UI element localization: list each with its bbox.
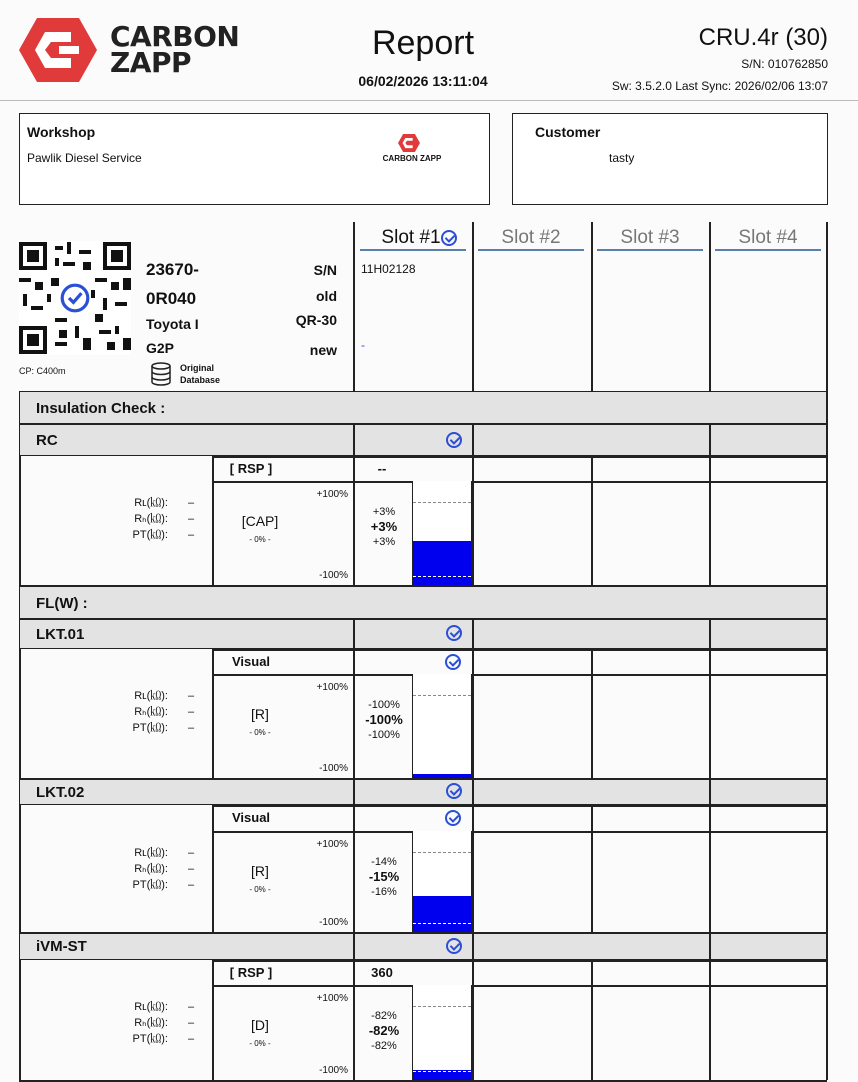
grid-line bbox=[472, 778, 474, 805]
check-icon bbox=[445, 654, 461, 670]
scale-plus: +100% bbox=[316, 993, 348, 1004]
grid-line bbox=[709, 932, 711, 960]
device-serial: S/N: 010762850 bbox=[741, 57, 828, 71]
grid-line bbox=[472, 424, 474, 456]
part-number-line2: 0R040 bbox=[146, 289, 197, 308]
customer-title: Customer bbox=[535, 124, 601, 140]
check-icon bbox=[446, 938, 462, 954]
part-generation: G2P bbox=[146, 340, 175, 356]
part-number-line1: 23670- bbox=[146, 260, 199, 279]
gauge-max-line bbox=[413, 695, 471, 696]
grid-line bbox=[19, 585, 827, 587]
rh-label: Rₕ(㏀): bbox=[134, 1017, 168, 1029]
scale-plus: +100% bbox=[316, 682, 348, 693]
pct-1: +3% bbox=[372, 506, 396, 518]
sub-header-value: -- bbox=[377, 461, 387, 476]
grid-line bbox=[212, 456, 827, 458]
pct-3: -16% bbox=[371, 886, 397, 898]
new-label: new bbox=[309, 342, 337, 358]
rl-label: Rʟ(㏀): bbox=[134, 1001, 168, 1013]
scale-minus: -100% bbox=[319, 917, 348, 928]
fl-label: FL(W) : bbox=[36, 595, 88, 612]
workshop-title: Workshop bbox=[27, 124, 96, 140]
pct-1: -100% bbox=[368, 699, 400, 711]
scale-plus: +100% bbox=[316, 839, 348, 850]
rh-label: Rₕ(㏀): bbox=[134, 513, 168, 525]
grid-line bbox=[212, 831, 827, 833]
gauge-bar bbox=[412, 481, 472, 585]
pct-1: -82% bbox=[371, 1010, 397, 1022]
zero-label: - 0% - bbox=[249, 535, 271, 544]
grid-line bbox=[353, 932, 355, 960]
grid-line bbox=[19, 1080, 827, 1082]
pt-label: PT(㏀): bbox=[132, 1033, 168, 1045]
workshop-name: Pawlik Diesel Service bbox=[27, 151, 142, 165]
customer-name: tasty bbox=[609, 151, 635, 165]
grid-line bbox=[19, 778, 827, 780]
brand-name-line1: CARBON bbox=[110, 20, 240, 53]
pct-2: -100% bbox=[365, 712, 403, 727]
rh-label: Rₕ(㏀): bbox=[134, 706, 168, 718]
check-icon bbox=[446, 625, 462, 641]
grid-line bbox=[19, 805, 21, 932]
gauge-fill bbox=[413, 896, 471, 932]
pt-label: PT(㏀): bbox=[132, 879, 168, 891]
rh-value: – bbox=[188, 513, 195, 525]
zero-label: - 0% - bbox=[249, 885, 271, 894]
pt-value: – bbox=[188, 879, 195, 891]
pct-3: +3% bbox=[372, 536, 396, 548]
lkt01-band bbox=[19, 619, 827, 649]
check-icon bbox=[441, 230, 457, 246]
pct-1: -14% bbox=[371, 856, 397, 868]
mode-label: [CAP] bbox=[241, 513, 279, 529]
workshop-logo-text: CARBON ZAPP bbox=[382, 154, 442, 163]
software-version: Sw: 3.5.2.0 Last Sync: 2026/02/06 13:07 bbox=[611, 79, 828, 93]
report-title: Report bbox=[371, 24, 475, 62]
device-model: CRU.4r (30) bbox=[698, 24, 828, 51]
qr-code-icon bbox=[19, 241, 131, 355]
rl-label: Rʟ(㏀): bbox=[134, 497, 168, 509]
rl-value: – bbox=[188, 1001, 195, 1013]
database-icon bbox=[150, 362, 172, 386]
grid-line bbox=[212, 674, 827, 676]
pct-2: -15% bbox=[368, 869, 400, 884]
fl-band bbox=[19, 585, 827, 619]
pct-3: -100% bbox=[368, 729, 400, 741]
ivm-band bbox=[19, 932, 827, 960]
pt-label: PT(㏀): bbox=[132, 529, 168, 541]
customer-box bbox=[512, 113, 828, 205]
grid-line bbox=[19, 649, 21, 778]
part-make: Toyota I bbox=[146, 316, 199, 332]
database-label-line1: Original bbox=[180, 363, 215, 373]
check-icon bbox=[446, 783, 462, 799]
grid-line bbox=[212, 805, 827, 807]
lkt02-band bbox=[19, 778, 827, 805]
gauge-min-line bbox=[413, 1071, 471, 1072]
gauge-min-line bbox=[413, 923, 471, 924]
pt-label: PT(㏀): bbox=[132, 722, 168, 734]
slot-underline bbox=[715, 249, 821, 251]
carbon-zapp-logo-icon bbox=[19, 18, 97, 82]
scale-plus: +100% bbox=[316, 489, 348, 500]
sub-header-label: Visual bbox=[231, 810, 271, 825]
gauge-min-line bbox=[413, 576, 471, 577]
ivm-label: iVM-ST bbox=[36, 938, 87, 955]
sub-header-label: [ RSP ] bbox=[229, 965, 273, 980]
mode-label: [R] bbox=[251, 863, 269, 879]
slot-underline bbox=[360, 249, 466, 251]
lkt01-label: LKT.01 bbox=[36, 626, 85, 643]
grid-line bbox=[353, 424, 355, 456]
gauge-max-line bbox=[413, 1006, 471, 1007]
rc-label: RC bbox=[36, 432, 58, 449]
gauge-fill bbox=[413, 774, 471, 778]
workshop-logo-icon bbox=[398, 134, 420, 152]
sub-header-label: [ RSP ] bbox=[229, 461, 273, 476]
pct-3: -82% bbox=[371, 1040, 397, 1052]
header-divider bbox=[0, 100, 858, 101]
grid-line bbox=[472, 932, 474, 960]
workshop-box bbox=[19, 113, 490, 205]
gauge-fill bbox=[413, 541, 471, 585]
pct-2: +3% bbox=[370, 519, 398, 534]
report-datetime: 06/02/2026 13:11:04 bbox=[358, 73, 488, 89]
pct-2: -82% bbox=[368, 1023, 400, 1038]
slot1-new-value: - bbox=[361, 338, 365, 352]
grid-line bbox=[353, 619, 355, 649]
zero-label: - 0% - bbox=[249, 728, 271, 737]
grid-line bbox=[212, 960, 827, 962]
pt-value: – bbox=[188, 1033, 195, 1045]
scale-minus: -100% bbox=[319, 570, 348, 581]
brand-name-line2: ZAPP bbox=[110, 46, 192, 79]
rh-value: – bbox=[188, 1017, 195, 1029]
slot-4-header: Slot #4 bbox=[738, 227, 798, 248]
gauge-max-line bbox=[413, 502, 471, 503]
scale-minus: -100% bbox=[319, 763, 348, 774]
check-icon bbox=[445, 810, 461, 826]
lkt02-label: LKT.02 bbox=[36, 784, 85, 801]
mode-label: [R] bbox=[251, 706, 269, 722]
grid-line bbox=[472, 619, 474, 649]
grid-line bbox=[353, 778, 355, 805]
rl-label: Rʟ(㏀): bbox=[134, 847, 168, 859]
grid-line bbox=[19, 932, 827, 934]
mode-label: [D] bbox=[251, 1017, 269, 1033]
rh-label: Rₕ(㏀): bbox=[134, 863, 168, 875]
grid-line bbox=[709, 619, 711, 649]
rl-value: – bbox=[188, 690, 195, 702]
gauge-bar bbox=[412, 674, 472, 778]
scale-minus: -100% bbox=[319, 1065, 348, 1076]
gauge-bar bbox=[412, 831, 472, 932]
slot-underline bbox=[597, 249, 703, 251]
grid-line bbox=[212, 649, 827, 651]
slot-3-header: Slot #3 bbox=[620, 227, 680, 248]
sub-header-value: 360 bbox=[371, 965, 393, 980]
grid-line bbox=[19, 456, 21, 585]
rl-label: Rʟ(㏀): bbox=[134, 690, 168, 702]
grid-line bbox=[212, 481, 827, 483]
check-icon bbox=[446, 432, 462, 448]
zero-label: - 0% - bbox=[249, 1039, 271, 1048]
rc-band bbox=[19, 424, 827, 456]
sub-header-label: Visual bbox=[231, 654, 271, 669]
grid-line bbox=[709, 778, 711, 805]
pt-value: – bbox=[188, 529, 195, 541]
grid-line bbox=[212, 985, 827, 987]
old-label: old bbox=[316, 288, 337, 304]
cp-label: CP: C400m bbox=[19, 366, 66, 376]
rl-value: – bbox=[188, 497, 195, 509]
rh-value: – bbox=[188, 863, 195, 875]
gauge-min-line bbox=[413, 769, 471, 770]
rh-value: – bbox=[188, 706, 195, 718]
pt-value: – bbox=[188, 722, 195, 734]
grid-line bbox=[709, 424, 711, 456]
gauge-max-line bbox=[413, 852, 471, 853]
insulation-check-label: Insulation Check : bbox=[36, 400, 166, 417]
sn-label: S/N bbox=[313, 262, 337, 278]
rl-value: – bbox=[188, 847, 195, 859]
slot-2-header: Slot #2 bbox=[501, 227, 561, 248]
insulation-check-band bbox=[19, 391, 827, 424]
qr-label: QR-30 bbox=[295, 312, 337, 328]
slot-1-header: Slot #1 bbox=[381, 227, 441, 248]
database-label-line2: Database bbox=[180, 375, 221, 385]
grid-line bbox=[19, 960, 21, 1080]
gauge-bar bbox=[412, 985, 472, 1080]
slot1-serial: 11H02128 bbox=[361, 262, 416, 276]
slot-underline bbox=[478, 249, 584, 251]
